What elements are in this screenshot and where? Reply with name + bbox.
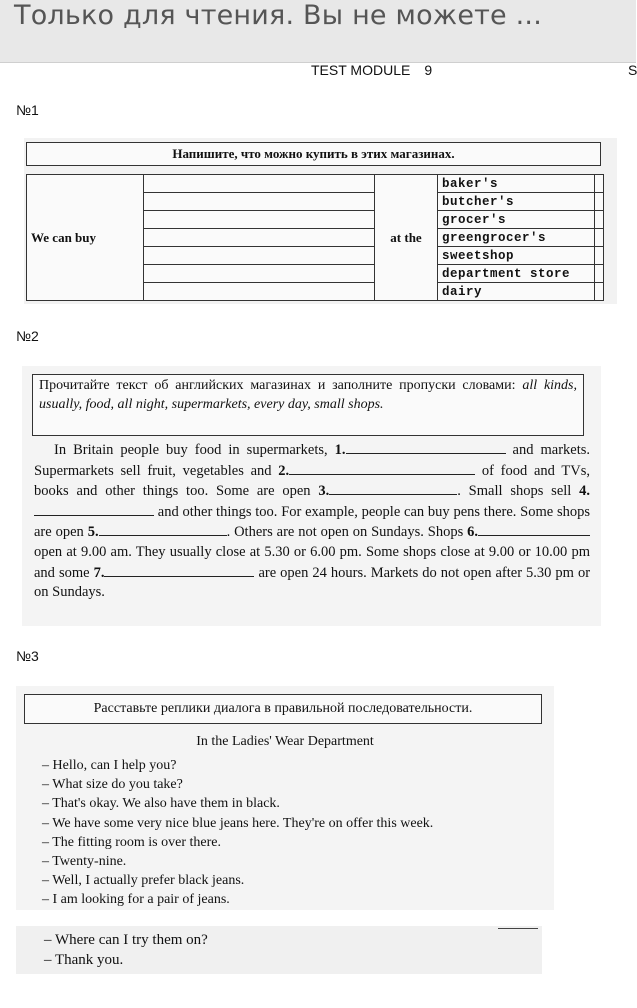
- shop-cell: butcher's: [438, 193, 595, 211]
- shop-cell: department store: [438, 265, 595, 283]
- end-cell: [595, 265, 604, 283]
- gap-blank[interactable]: [99, 522, 227, 536]
- page-header: [311, 62, 432, 78]
- task2-instruction: [32, 374, 584, 436]
- gap-blank[interactable]: [329, 481, 457, 495]
- gap-number: 4.: [579, 483, 590, 500]
- end-cell: [595, 229, 604, 247]
- text-part: of food and TVs, books and other things too. Some are open: [34, 462, 590, 500]
- dialog-line: – Well, I actually prefer black jeans.: [42, 873, 245, 889]
- we-can-buy-label: We can buy: [27, 175, 144, 301]
- end-cell: [595, 193, 604, 211]
- task2-word-list: all kinds, usually, food, all night, supermarkets, every day, small shops.: [39, 378, 577, 412]
- dialog-line: – Twenty-nine.: [42, 854, 127, 870]
- dialog-line: – Hello, can I help you?: [42, 758, 177, 773]
- dialog-line: – I am looking for a pair of jeans.: [42, 892, 230, 908]
- dialog-line: – What size do you take?: [42, 777, 183, 793]
- gap-number: 5.: [87, 524, 99, 541]
- gap-number: 1.: [334, 442, 346, 458]
- end-cell: [595, 283, 604, 301]
- gap-blank[interactable]: [478, 522, 590, 536]
- gap-blank[interactable]: [34, 502, 154, 516]
- text-part: . Small shops sell: [457, 483, 572, 500]
- module-number: 9: [424, 62, 433, 78]
- task2-instruction-text: Прочитайте текст об английских магазинах и заполните пропуски словами:: [39, 378, 516, 393]
- divider: [498, 928, 538, 929]
- text-part: open at 9.00 am. They usually close at 5.30 or 6.00 pm. Some shops close at 9.00 or 10.00 pm and some: [34, 543, 590, 581]
- dialog-line: – The fitting room is over there.: [42, 834, 221, 850]
- shop-cell: baker's: [438, 175, 595, 193]
- gap-number: 2.: [278, 462, 290, 479]
- blank-cell[interactable]: [144, 193, 375, 211]
- header-right-cut: S: [628, 62, 637, 78]
- dialog-line: – That's okay. We also have them in black.: [42, 796, 280, 812]
- dialog-lines: [42, 756, 433, 910]
- gap-number: 3.: [318, 483, 330, 500]
- end-cell: [595, 247, 604, 265]
- blank-cell[interactable]: [144, 247, 375, 265]
- read-only-message: Только для чтения. Вы не можете ...: [14, 0, 543, 31]
- shop-cell: grocer's: [438, 211, 595, 229]
- task1-instruction: Напишите, что можно купить в этих магазинах.: [26, 142, 601, 166]
- read-only-banner: [0, 0, 636, 63]
- shop-cell: dairy: [438, 283, 595, 301]
- dialog-line: – Where can I try them on?: [44, 932, 208, 948]
- task-number-2: №2: [16, 328, 39, 344]
- blank-cell[interactable]: [144, 175, 375, 193]
- task1-table: [26, 174, 604, 301]
- text-part: and markets. Supermarkets sell fruit, vegetables and: [34, 442, 591, 479]
- shop-cell: sweetshop: [438, 247, 595, 265]
- end-cell: [595, 211, 604, 229]
- dialog-heading: In the Ladies' Wear Department: [196, 734, 374, 749]
- task2-text: [34, 440, 590, 603]
- blank-cell[interactable]: [144, 265, 375, 283]
- at-the-label: at the: [375, 175, 438, 301]
- task3-scan-continued: [16, 926, 542, 974]
- text-part: are open 24 hours. Markets do not open after 5.30 pm or on Sundays.: [34, 564, 591, 601]
- gap-blank[interactable]: [104, 563, 254, 577]
- dialog-lines-extra: [44, 930, 208, 970]
- text-part: and other things too. For example, people can buy pens there. Some shops are open: [34, 503, 591, 541]
- blank-cell[interactable]: [144, 283, 375, 301]
- gap-number: 6.: [467, 524, 479, 541]
- gap-blank[interactable]: [346, 440, 506, 454]
- blank-cell[interactable]: [144, 211, 375, 229]
- task-number-3: №3: [16, 648, 39, 664]
- dialog-line: – Thank you.: [44, 952, 124, 968]
- dialog-line: – We have some very nice blue jeans here. They're on offer this week.: [42, 815, 434, 831]
- task1-scan: [24, 138, 617, 304]
- task-number-1: №1: [16, 102, 39, 118]
- task3-instruction: Расставьте реплики диалога в правильной последовательности.: [24, 694, 542, 724]
- text-part: . Others are not open on Sundays. Shops: [226, 524, 464, 541]
- module-title: TEST MODULE: [311, 62, 411, 78]
- task3-scan: [16, 686, 554, 910]
- shop-cell: greengrocer's: [438, 229, 595, 247]
- end-cell: [595, 175, 604, 193]
- text-part: In Britain people buy food in supermarkets,: [54, 442, 328, 458]
- gap-number: 7.: [93, 564, 105, 581]
- gap-blank[interactable]: [289, 461, 475, 475]
- blank-cell[interactable]: [144, 229, 375, 247]
- task2-scan: [22, 366, 601, 626]
